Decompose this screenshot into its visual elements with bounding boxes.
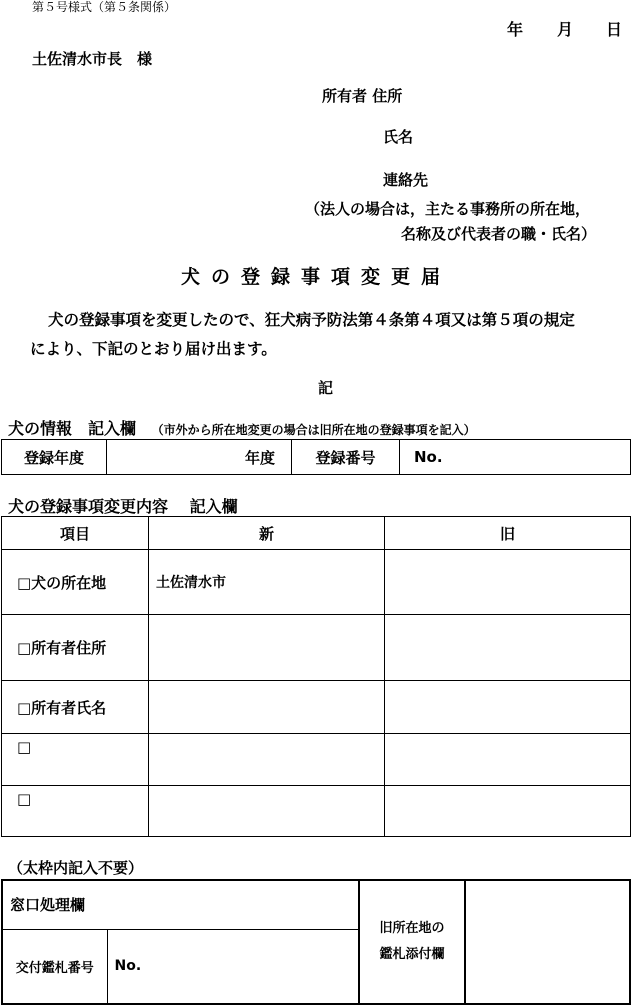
table-row: [2, 550, 631, 615]
old-tag-line2: 鑑札添付欄: [379, 947, 445, 962]
form-number: 第５号様式（第５条関係）: [32, 0, 177, 14]
contact-label: 連絡先: [383, 171, 429, 189]
changes-heading: 犬の登録事項変更内容 記入欄: [8, 497, 238, 516]
window-processing-label: 窓口処理欄: [2, 880, 359, 929]
owner-address-label: 所有者 住所: [322, 87, 403, 105]
declaration-line2: により、下記のとおり届け出ます。: [30, 340, 277, 358]
corporate-note-line2: 名称及び代表者の職・氏名）: [401, 225, 597, 243]
date-year-label: 年: [507, 20, 524, 39]
row-new-value[interactable]: [149, 681, 385, 734]
tag-number-no: No.: [114, 958, 142, 975]
row-old-value[interactable]: [385, 615, 631, 681]
tag-number-label: 交付鑑札番号: [2, 929, 107, 1004]
declaration-text: [30, 306, 575, 364]
dog-info-heading-text: 犬の情報 記入欄: [8, 419, 137, 438]
row-new-value[interactable]: 土佐清水市: [149, 550, 385, 615]
row-old-value[interactable]: [385, 681, 631, 734]
reg-number-label: 登録番号: [292, 440, 400, 475]
old-tag-attach-label: [359, 880, 465, 1004]
dog-info-note: （市外から所在地変更の場合は旧所在地の登録事項を記入）: [151, 423, 476, 437]
ki-label: 記: [318, 379, 334, 397]
dog-info-table: [1, 439, 631, 475]
table-row: [2, 786, 631, 837]
reg-year-label: 登録年度: [2, 440, 107, 475]
row-item[interactable]: □: [2, 786, 149, 837]
addressee: 土佐清水市長 様: [32, 50, 153, 68]
reg-number-field[interactable]: [400, 440, 631, 475]
tag-number-field[interactable]: [107, 929, 359, 1004]
row-old-value[interactable]: [385, 734, 631, 786]
col-new-header: 新: [149, 517, 385, 550]
changes-table: [1, 516, 631, 837]
office-table: [1, 879, 631, 1005]
row-item[interactable]: □: [2, 734, 149, 786]
row-new-value[interactable]: [149, 615, 385, 681]
row-new-value[interactable]: [149, 734, 385, 786]
reg-number-no: No.: [414, 448, 443, 466]
row-item[interactable]: □犬の所在地: [2, 550, 149, 615]
old-tag-attach-area[interactable]: [465, 880, 630, 1004]
table-row: [2, 681, 631, 734]
row-new-value[interactable]: [149, 786, 385, 837]
col-old-header: 旧: [385, 517, 631, 550]
table-row: [2, 734, 631, 786]
row-old-value[interactable]: [385, 550, 631, 615]
row-item[interactable]: □所有者住所: [2, 615, 149, 681]
date-month-label: 月: [557, 20, 574, 39]
col-item-header: 項目: [2, 517, 149, 550]
office-note: （太枠内記入不要）: [8, 859, 144, 877]
owner-name-label: 氏名: [383, 128, 414, 146]
form-title: 犬の登録事項変更届: [180, 266, 451, 288]
reg-year-field[interactable]: [107, 440, 292, 475]
year-suffix: 年度: [244, 448, 275, 467]
row-item[interactable]: □所有者氏名: [2, 681, 149, 734]
corporate-note-line1: （法人の場合は，主たる事務所の所在地，: [305, 200, 591, 218]
old-tag-line1: 旧所在地の: [379, 921, 445, 936]
row-old-value[interactable]: [385, 786, 631, 837]
date-day-label: 日: [606, 20, 623, 39]
declaration-line1: 犬の登録事項を変更したので、狂犬病予防法第４条第４項又は第５項の規定: [48, 311, 575, 329]
table-row: [2, 615, 631, 681]
dog-info-heading: [8, 416, 476, 439]
